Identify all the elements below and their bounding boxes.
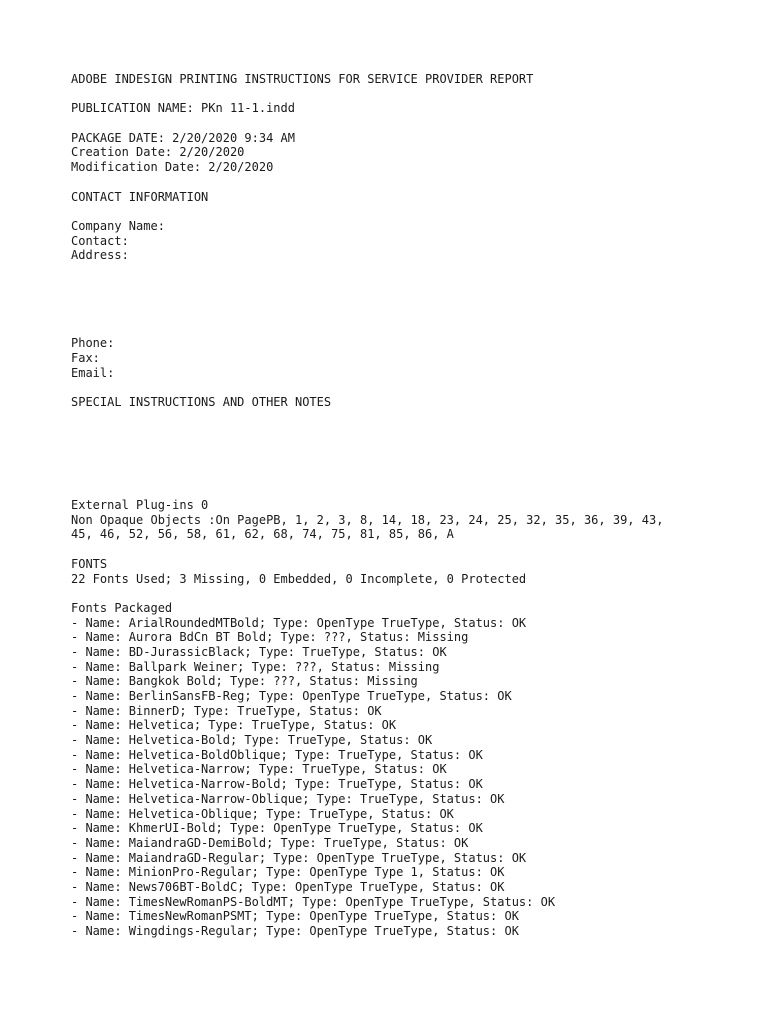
font-list-item: - Name: BerlinSansFB-Reg; Type: OpenType TrueType, Status: OK — [71, 689, 512, 703]
modification-date: Modification Date: 2/20/2020 — [71, 160, 274, 175]
external-plugins: External Plug-ins 0 — [71, 498, 209, 513]
font-list-item: - Name: Bangkok Bold; Type: ???, Status: Missing — [71, 674, 418, 689]
publication-name: PUBLICATION NAME: PKn 11-1.indd — [71, 101, 295, 116]
contact-label: Contact: — [71, 233, 129, 248]
font-list-item: - Name: Wingdings-Regular; Type: OpenType TrueType, Status: OK — [71, 924, 519, 938]
font-list — [71, 616, 751, 939]
report-title: ADOBE INDESIGN PRINTING INSTRUCTIONS FOR SERVICE PROVIDER REPORT — [71, 72, 534, 86]
report-page — [71, 72, 751, 939]
fonts-packaged-heading: Fonts Packaged — [71, 600, 173, 615]
email-label: Email: — [71, 365, 115, 380]
font-list-item: - Name: MaiandraGD-DemiBold; Type: TrueType, Status: OK — [71, 835, 469, 850]
font-list-item: - Name: News706BT-BoldC; Type: OpenType TrueType, Status: OK — [71, 879, 505, 894]
font-list-item: - Name: Helvetica-BoldOblique; Type: TrueType, Status: OK — [71, 747, 483, 762]
non-opaque-objects-line-1: Non Opaque Objects :On PagePB, 1, 2, 3, 8, 14, 18, 23, 24, 25, 32, 35, 36, 39, 43, — [71, 512, 664, 527]
fax-label: Fax: — [71, 351, 100, 366]
special-instructions-heading: SPECIAL INSTRUCTIONS AND OTHER NOTES — [71, 395, 332, 410]
font-list-item: - Name: Helvetica-Bold; Type: TrueType, Status: OK — [71, 733, 433, 748]
font-list-item: - Name: BD-JurassicBlack; Type: TrueType, Status: OK — [71, 644, 447, 659]
company-name-label: Company Name: — [71, 218, 165, 233]
font-list-item: - Name: Ballpark Weiner; Type: ???, Status: Missing — [71, 659, 440, 674]
font-list-item: - Name: ArialRoundedMTBold; Type: OpenType TrueType, Status: OK — [71, 615, 527, 630]
package-date: PACKAGE DATE: 2/20/2020 9:34 AM — [71, 130, 295, 145]
phone-label: Phone: — [71, 336, 115, 351]
creation-date: Creation Date: 2/20/2020 — [71, 145, 245, 160]
font-list-item: - Name: KhmerUI-Bold; Type: OpenType TrueType, Status: OK — [71, 821, 483, 836]
font-list-item: - Name: Helvetica-Narrow; Type: TrueType, Status: OK — [71, 762, 447, 777]
font-list-item: - Name: Aurora BdCn BT Bold; Type: ???, Status: Missing — [71, 630, 469, 645]
font-list-item: - Name: TimesNewRomanPSMT; Type: OpenType TrueType, Status: OK — [71, 909, 519, 924]
font-list-item: - Name: Helvetica-Narrow-Bold; Type: TrueType, Status: OK — [71, 777, 483, 792]
non-opaque-objects-line-2: 45, 46, 52, 56, 58, 61, 62, 68, 74, 75, 81, 85, 86, A — [71, 527, 454, 542]
font-list-item: - Name: Helvetica-Oblique; Type: TrueType, Status: OK — [71, 806, 454, 821]
contact-heading: CONTACT INFORMATION — [71, 189, 209, 204]
font-list-item: - Name: TimesNewRomanPS-BoldMT; Type: OpenType TrueType, Status: OK — [71, 894, 556, 909]
font-list-item: - Name: MinionPro-Regular; Type: OpenType Type 1, Status: OK — [71, 865, 505, 880]
font-list-item: - Name: BinnerD; Type: TrueType, Status: OK — [71, 703, 382, 718]
fonts-heading: FONTS — [71, 556, 108, 571]
font-list-item: - Name: MaiandraGD-Regular; Type: OpenType TrueType, Status: OK — [71, 850, 527, 865]
font-list-item: - Name: Helvetica-Narrow-Oblique; Type: TrueType, Status: OK — [71, 791, 505, 806]
fonts-summary: 22 Fonts Used; 3 Missing, 0 Embedded, 0 Incomplete, 0 Protected — [71, 571, 527, 586]
font-list-item: - Name: Helvetica; Type: TrueType, Status: OK — [71, 718, 397, 733]
address-label: Address: — [71, 248, 129, 263]
